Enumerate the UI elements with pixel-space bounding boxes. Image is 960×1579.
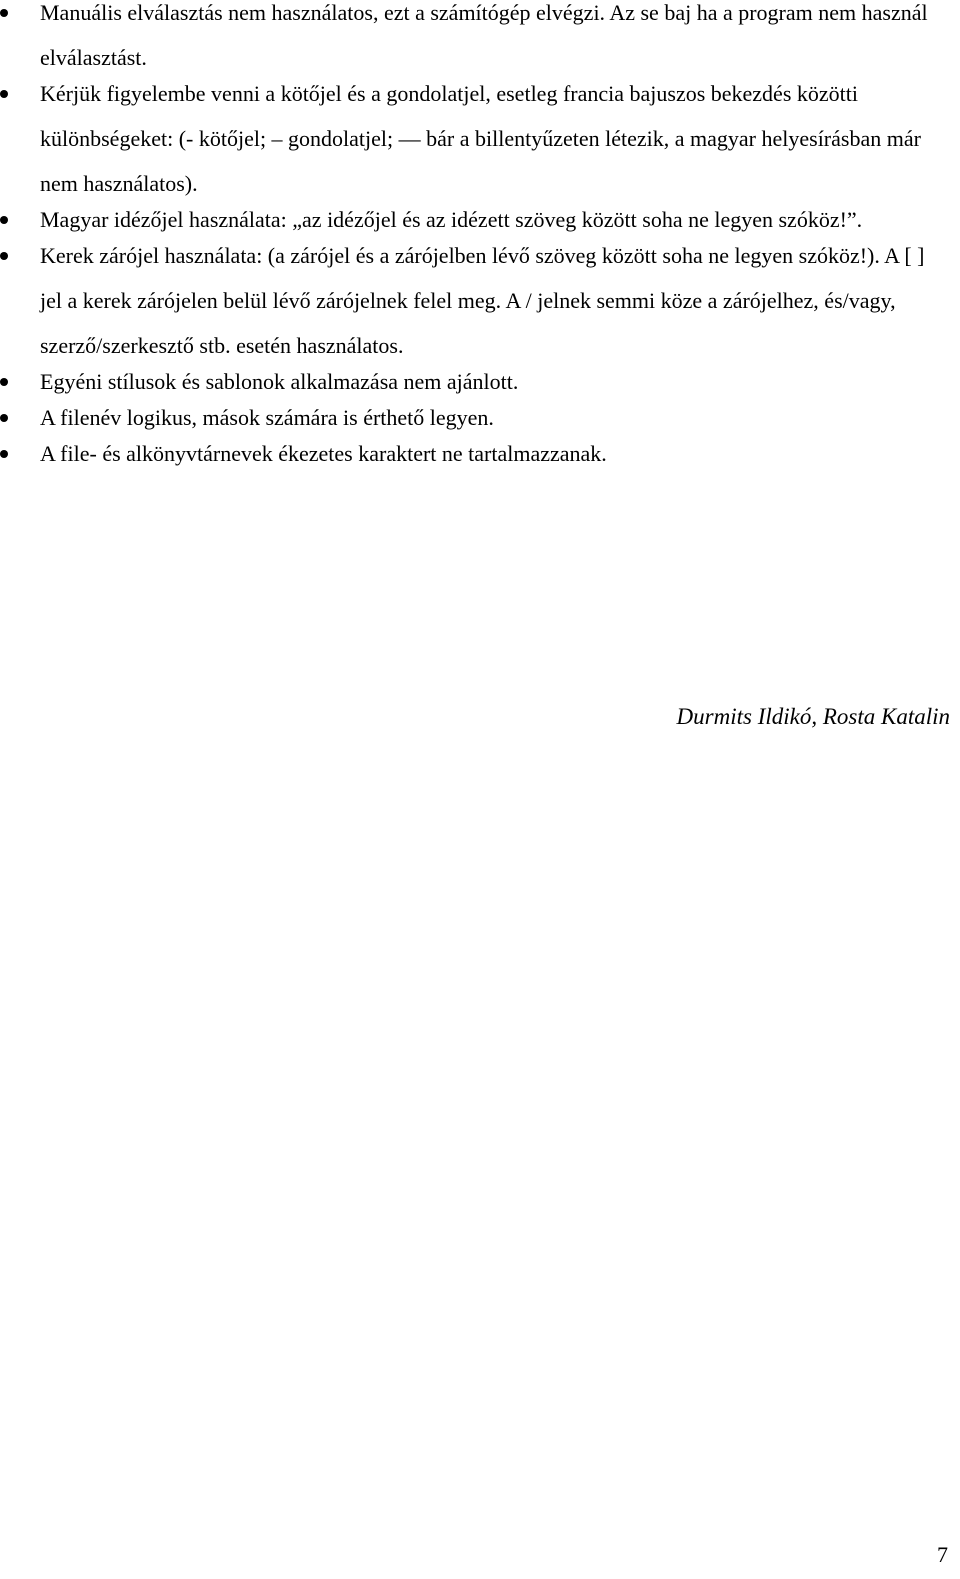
- page-number: 7: [937, 1542, 948, 1567]
- author-signature: Durmits Ildikó, Rosta Katalin: [676, 704, 950, 729]
- bullet-dot-icon: [0, 378, 8, 386]
- list-item-text: Egyéni stílusok és sablonok alkalmazása nem ajánlott.: [40, 369, 519, 394]
- bullet-dot-icon: [0, 414, 8, 422]
- list-item: [0, 71, 960, 206]
- bullet-dot-icon: [0, 9, 8, 17]
- list-item-text: A file- és alkönyvtárnevek ékezetes karaktert ne tartalmazzanak.: [40, 441, 607, 466]
- bullet-dot-icon: [0, 252, 8, 260]
- bullet-dot-icon: [0, 90, 8, 98]
- list-item-text: Kerek zárójel használata: (a zárójel és a zárójelben lévő szöveg között soha ne legyen szóköz!). A [ ] jel a kerek zárójelen belül lévő zárójelnek felel meg. A / jelnek semmi köze a zárójelhez, és/vagy, szerző/szerkesztő stb. esetén használatos.: [40, 243, 925, 358]
- list-item: [0, 233, 960, 368]
- list-item-text: A filenév logikus, mások számára is érthető legyen.: [40, 405, 494, 430]
- bullet-dot-icon: [0, 216, 8, 224]
- list-item-text: Manuális elválasztás nem használatos, ezt a számítógép elvégzi. Az se baj ha a program nem használ elválasztást.: [40, 0, 928, 70]
- list-item-text: Magyar idézőjel használata: „az idézőjel és az idézett szöveg között soha ne legyen szóköz!”.: [40, 207, 863, 232]
- guidelines-list: [0, 0, 960, 476]
- list-item-text: Kérjük figyelembe venni a kötőjel és a gondolatjel, esetleg francia bajuszos bekezdés közötti különbségeket: (- kötőjel; – gondolatjel; — bár a billentyűzeten létezik, a magyar helyesírásban már nem használatos).: [40, 81, 921, 196]
- list-item: [0, 431, 960, 476]
- list-item: [0, 0, 960, 80]
- bullet-dot-icon: [0, 450, 8, 458]
